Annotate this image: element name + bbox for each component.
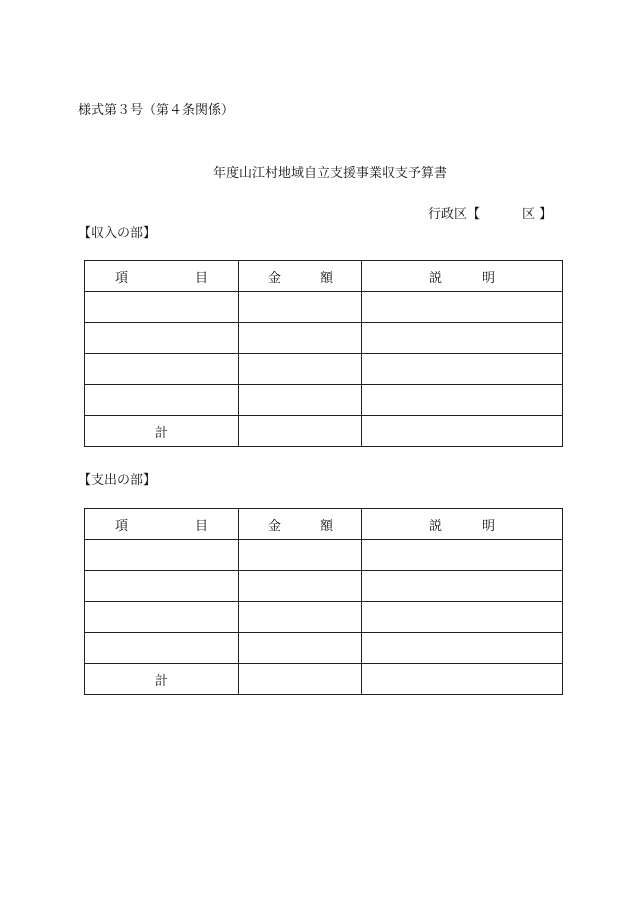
table-row [85,292,563,323]
district-label: 行政区【 [428,207,481,222]
description-cell[interactable] [362,571,563,602]
amount-cell[interactable] [239,354,362,385]
column-header-amount: 金 額 [239,261,362,292]
column-header-description: 説 明 [362,509,563,540]
amount-cell[interactable] [239,385,362,416]
item-cell[interactable] [85,385,239,416]
amount-cell[interactable] [239,571,362,602]
total-row [85,416,563,447]
form-number: 様式第３号（第４条関係） [78,103,235,118]
total-description-cell[interactable] [362,664,563,695]
document-title: 年度山江村地域自立支援事業収支予算書 [212,166,447,181]
amount-cell[interactable] [239,633,362,664]
table-row [85,540,563,571]
district-suffix: 区 】 [522,207,553,222]
total-amount-cell[interactable] [239,664,362,695]
item-cell[interactable] [85,323,239,354]
column-header-description: 説 明 [362,261,563,292]
table-row [85,385,563,416]
description-cell[interactable] [362,354,563,385]
description-cell[interactable] [362,633,563,664]
amount-cell[interactable] [239,292,362,323]
item-cell[interactable] [85,354,239,385]
total-description-cell[interactable] [362,416,563,447]
total-label: 計 [85,664,239,695]
item-cell[interactable] [85,602,239,633]
item-cell[interactable] [85,571,239,602]
description-cell[interactable] [362,323,563,354]
column-header-item: 項 目 [85,261,239,292]
amount-cell[interactable] [239,323,362,354]
total-amount-cell[interactable] [239,416,362,447]
table-header-row [85,509,563,540]
amount-cell[interactable] [239,602,362,633]
amount-cell[interactable] [239,540,362,571]
income-section-heading: 【収入の部】 [78,226,157,241]
district-field [428,203,552,222]
table-row [85,323,563,354]
description-cell[interactable] [362,602,563,633]
description-cell[interactable] [362,292,563,323]
table-row [85,571,563,602]
item-cell[interactable] [85,540,239,571]
expense-table [84,508,563,695]
total-label: 計 [85,416,239,447]
item-cell[interactable] [85,292,239,323]
expense-section-heading: 【支出の部】 [78,473,157,488]
description-cell[interactable] [362,385,563,416]
income-table [84,260,563,447]
item-cell[interactable] [85,633,239,664]
table-row [85,354,563,385]
column-header-item: 項 目 [85,509,239,540]
column-header-amount: 金 額 [239,509,362,540]
table-header-row [85,261,563,292]
table-row [85,633,563,664]
table-row [85,602,563,633]
description-cell[interactable] [362,540,563,571]
total-row [85,664,563,695]
